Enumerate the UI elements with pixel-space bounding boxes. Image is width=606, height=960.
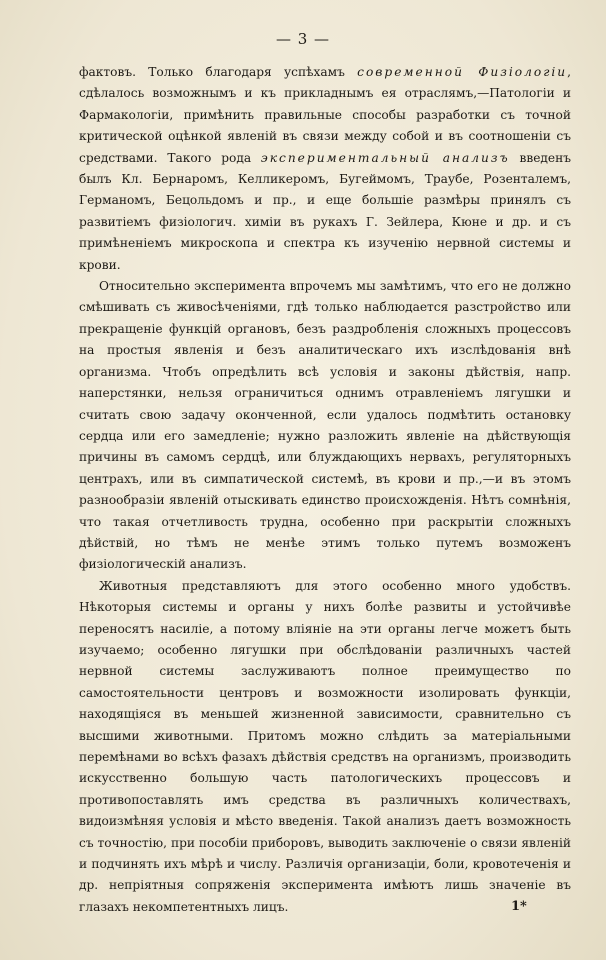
text-segment: Животныя представляютъ для этого особенно много удобствъ. Нѣкоторыя системы и органы у нихъ болѣе развиты и устойчивѣе переносятъ насиліе, а потому вліяніе на эти органы легче можетъ быть изучаемо; особенно лягушки при обслѣдованіи различныхъ частей нервной системы заслуживаютъ полное преимущество по самостоятельности центровъ и возможности изолировать функціи, находящіяся въ меньшей жизненной зависимости, сравнительно съ высшими животными. Притомъ можно слѣдить за матеріальными перемѣнами во всѣхъ фазахъ дѣйствія средствъ на организмъ, производить искусственно большую часть патологическихъ процессовъ и противопоставлять имъ средства въ различныхъ количествахъ, видоизмѣняя условія и мѣсто введенія. Такой анализъ даетъ возможность съ точностію, при пособіи приборовъ, выводить заключеніе о связи явленій и подчинять ихъ мѣрѣ и числу. Различія организаціи, боли, кровотеченія и др. непріятныя сопряженія эксперимента имѣютъ лишь значеніе въ глазахъ некомпетентныхъ лицъ. — [79, 578, 571, 914]
emphasized-term-modern-physiology: современной Физіологіи — [357, 65, 568, 79]
body-text — [79, 62, 571, 918]
emphasized-term-experimental-analysis: экспериментальный анализъ — [260, 150, 510, 165]
page-number: — 3 — — [275, 30, 331, 48]
paragraph-2 — [79, 276, 571, 576]
paragraph-3 — [79, 576, 571, 919]
text-segment: введенъ былъ Кл. Бернаромъ, Келликеромъ, Бугеймомъ, Траубе, Розенталемъ, Германомъ, Бецольдомъ и пр., и еще большіе размѣры принялъ съ развитіемъ физіологич. химіи въ рукахъ Г. Зейлера, Кюне и др. и съ примѣненіемъ микроскопа и спектра къ изученію нервной системы и крови. — [79, 150, 572, 272]
printer-signature-mark: 1* — [511, 899, 527, 914]
text-segment: фактовъ. Только благодаря успѣхамъ — [79, 65, 358, 79]
text-segment: Относительно эксперимента впрочемъ мы замѣтимъ, что его не должно смѣшивать съ живосѣченіями, гдѣ только наблюдается разстройство или прекращеніе функцій органовъ, безъ раздробленія сложныхъ процессовъ на простыя явленія и безъ аналитическаго ихъ изслѣдованія внѣ организма. Чтобъ опредѣлить всѣ условія и законы дѣйствія, напр. наперстянки, нельзя ограничиться однимъ отравленіемъ лягушки и считать свою задачу оконченной, если удалось подмѣтить остановку сердца или его замедленіе; нужно разложить явленіе на дѣйствующія причины въ самомъ сердцѣ, или блуждающихъ нервахъ, регуляторныхъ центрахъ, или въ симпатической системѣ, въ крови и пр.,—и въ этомъ разнообразіи явленій отыскивать единство происхожденія. Нѣтъ сомнѣнія, что такая отчетливость трудна, особенно при раскрытіи сложныхъ дѣйствій, но тѣмъ не менѣе этимъ только путемъ возможенъ физіологическій анализъ. — [79, 279, 571, 572]
paragraph-1 — [79, 62, 571, 276]
text-segment: , сдѣлалось возможнымъ и къ прикладнымъ ея отраслямъ,—Патологіи и Фармакологіи, примѣнить правильные способы разработки съ точной критической оцѣнкой явленій въ связи между собой и въ соотношеніи съ средствами. Такого рода — [79, 65, 571, 165]
